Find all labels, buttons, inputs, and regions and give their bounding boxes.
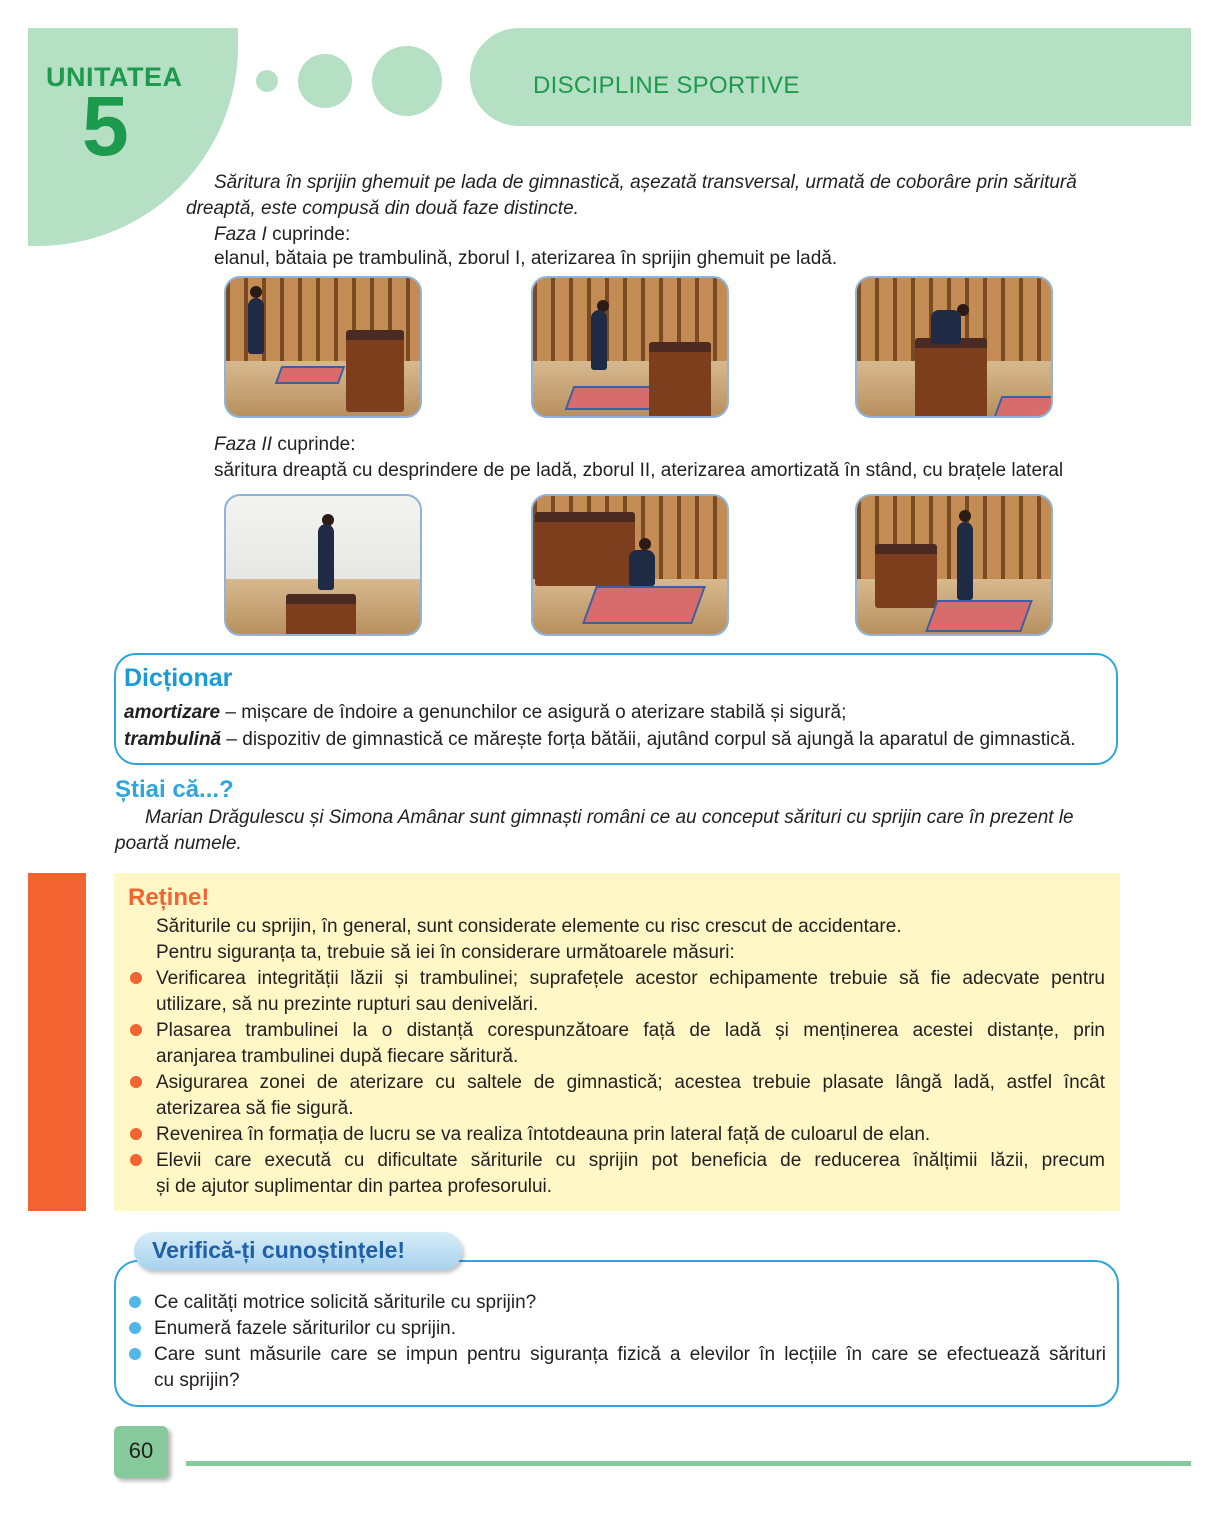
phase2-label-rest: cuprinde: xyxy=(272,434,356,455)
photo-phase1-takeoff xyxy=(531,276,729,418)
decor-dot-medium xyxy=(298,54,352,108)
remember-item-1-line-2: utilizare, să nu prezinte rupturi sau denivelări. xyxy=(156,994,539,1015)
phase1-label-rest: cuprinde: xyxy=(266,224,351,245)
phase1-label: Faza I xyxy=(214,224,267,245)
question-3-line-2: cu sprijin? xyxy=(154,1370,240,1391)
remember-item-4-line-1: Revenirea în formația de lucru se va realiza întotdeauna prin lateral față de culoarul de elan. xyxy=(156,1124,931,1145)
decor-dot-small xyxy=(256,70,278,92)
photo-phase2-flight-landing xyxy=(531,494,729,636)
bullet-icon xyxy=(130,1154,142,1166)
remember-item-5-line-2: și de ajutor suplimentar din partea profesorului. xyxy=(156,1176,553,1197)
footer-line xyxy=(186,1461,1191,1466)
remember-intro-2: Pentru siguranța ta, trebuie să iei în considerare următoarele măsuri: xyxy=(156,942,735,963)
photo-phase1-landing-on-box xyxy=(855,276,1053,418)
remember-item-1-line-1: Verificarea integrității lăzii și trambulinei; suprafețele acestor echipamente trebuie să fie adecvate pentru xyxy=(156,968,1105,989)
dictionary-definition: – mișcare de îndoire a genunchilor ce asigură o aterizare stabilă și sigură; xyxy=(220,702,847,723)
remember-intro-1: Săriturile cu sprijin, în general, sunt considerate elemente cu risc crescut de accidentare. xyxy=(156,916,902,937)
check-knowledge-title: Verifică-ți cunoștințele! xyxy=(152,1237,406,1263)
photo-phase2-stand-arms-lateral xyxy=(855,494,1053,636)
remember-item-3-line-2: aterizarea să fie sigură. xyxy=(156,1098,354,1119)
dictionary-title: Dicționar xyxy=(124,664,233,692)
dictionary-term: trambulină xyxy=(124,729,222,750)
dictionary-entry xyxy=(124,727,1076,753)
did-you-know-line-1: Marian Drăgulescu și Simona Amânar sunt gimnaști români ce au conceput sărituri cu sprijin care în prezent le xyxy=(145,807,1074,828)
phase2-label: Faza II xyxy=(214,434,273,455)
remember-title: Reține! xyxy=(128,884,210,911)
photo-phase2-jump-off xyxy=(224,494,422,636)
bullet-icon xyxy=(130,972,142,984)
page-number: 60 xyxy=(128,1438,154,1463)
remember-item-2-line-1: Plasarea trambulinei la o distanță corespunzătoare față de ladă și menținerea acestei distanțe, prin xyxy=(156,1020,1105,1041)
photo-phase1-run-up xyxy=(224,276,422,418)
question-3-line-1: Care sunt măsurile care se impun pentru siguranța fizică a elevilor în lecțiile în care se efectuează sărituri xyxy=(154,1344,1106,1365)
phase1-heading xyxy=(214,222,350,248)
decor-dot-large xyxy=(372,46,442,116)
dictionary-entry xyxy=(124,700,846,726)
question-1: Ce calități motrice solicită săriturile cu sprijin? xyxy=(154,1292,537,1313)
bullet-icon xyxy=(130,1024,142,1036)
bullet-icon xyxy=(129,1322,141,1334)
intro-line-1: Săritura în sprijin ghemuit pe lada de gimnastică, așezată transversal, urmată de coborâre prin săritură xyxy=(214,172,1077,193)
dictionary-term: amortizare xyxy=(124,702,221,723)
remember-side-bar xyxy=(28,873,86,1211)
question-2: Enumeră fazele săriturilor cu sprijin. xyxy=(154,1318,457,1339)
bullet-icon xyxy=(129,1296,141,1308)
bullet-icon xyxy=(129,1348,141,1360)
remember-item-3-line-1: Asigurarea zonei de aterizare cu saltele de gimnastică; acestea trebuie plasate lângă ladă, astfel încât xyxy=(156,1072,1105,1093)
unit-label: UNITATEA xyxy=(46,62,183,92)
did-you-know-title: Știai că...? xyxy=(115,776,234,803)
chapter-title: DISCIPLINE SPORTIVE xyxy=(533,72,800,99)
dictionary-definition: – dispozitiv de gimnastică ce mărește forța bătăii, ajutând corpul să ajungă la aparatul de gimnastică. xyxy=(221,729,1076,750)
bullet-icon xyxy=(130,1128,142,1140)
phase1-description: elanul, bătaia pe trambulină, zborul I, aterizarea în sprijin ghemuit pe ladă. xyxy=(214,248,838,269)
intro-line-2: dreaptă, este compusă din două faze distincte. xyxy=(186,198,579,219)
remember-item-2-line-2: aranjarea trambulinei după fiecare săritură. xyxy=(156,1046,519,1067)
phase2-heading xyxy=(214,432,356,458)
bullet-icon xyxy=(130,1076,142,1088)
unit-number: 5 xyxy=(82,79,129,173)
remember-item-5-line-1: Elevii care execută cu dificultate săriturile cu sprijin pot beneficia de reducerea înălțimii lăzii, precum xyxy=(156,1150,1105,1171)
phase2-description: săritura dreaptă cu desprindere de pe ladă, zborul II, aterizarea amortizată în stând, cu brațele lateral xyxy=(214,460,1064,481)
did-you-know-line-2: poartă numele. xyxy=(115,833,242,854)
